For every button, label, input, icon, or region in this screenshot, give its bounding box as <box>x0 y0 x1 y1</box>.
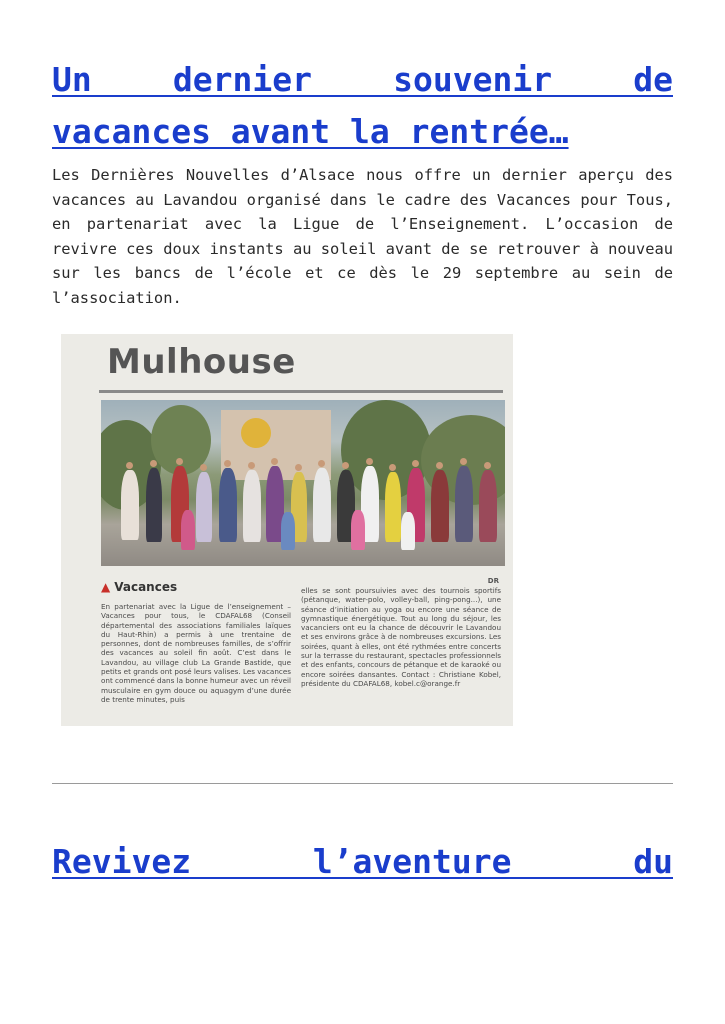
post-divider <box>52 783 673 784</box>
clipping-subheading <box>101 580 177 594</box>
clipping-column-2: elles se sont poursuivies avec des tournois sportifs (pétanque, water-polo, volley-ball, ping-pong...), une séance d’initiation au yoga ou encore une séance de gymnastique énergétique. Tout au long du séjour, les vacanciers ont eu la chance de découvrir le Lavandou et ses environs grâce à de nombreuses excursions. Les soirées, quant à elles, ont été rythmées entre concerts sur la terrasse du restaurant, spectacles professionnels et des enfants, concours de pétanque et de karaoké ou encore soirées dansantes. Contact : Christiane Kobel, présidente du CDAFAL68, kobel.c@orange.fr <box>301 586 501 688</box>
post-title-link[interactable] <box>52 60 673 158</box>
post-title <box>52 54 673 158</box>
clipping-column-1: En partenariat avec la Ligue de l’enseignement – Vacances pour tous, le CDAFAL68 (Conseil départemental des associations familiales laïques du Haut-Rhin) a permis à une trentaine de personnes, dont de nombreuses familles, de s’offrir des vacances au soleil fin août. C’est dans le Lavandou, au village club La Grande Bastide, que petits et grands ont posé leurs valises. Les vacances ont commencé dans la bonne humeur avec un réveil musculaire en gym douce ou aquagym d’une durée de trente minutes, puis <box>101 602 291 704</box>
photo-credit: DR <box>487 577 499 585</box>
triangle-icon: ▲ <box>101 580 111 594</box>
clipping-heading: Mulhouse <box>107 342 296 382</box>
next-post-title-link[interactable]: Revivez l’aventure du <box>52 842 673 881</box>
next-post-title <box>52 836 673 888</box>
newspaper-clipping-image <box>61 334 513 726</box>
clipping-subheading-text: Vacances <box>114 580 178 594</box>
post-body: Les Dernières Nouvelles d’Alsace nous offre un dernier aperçu des vacances au Lavandou organisé dans le cadre des Vacances pour Tous, en partenariat avec la Ligue de l’Enseignement. L’occasion de revivre ces doux instants au soleil avant de se retrouver à nouveau sur les bancs de l’école et ce dès le 29 septembre au sein de l’association. <box>52 166 673 307</box>
title-line-1: Un dernier souvenir de <box>52 60 673 99</box>
title-line-2: vacances avant la rentrée… <box>52 112 569 151</box>
group-photo <box>101 400 505 566</box>
clipping-rule <box>99 390 503 393</box>
